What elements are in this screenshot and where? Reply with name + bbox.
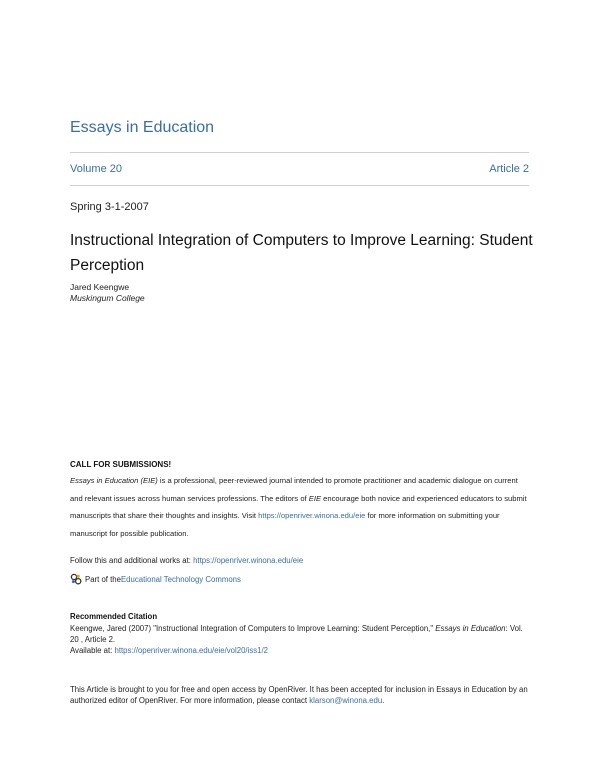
citation-text-1: Keengwe, Jared (2007) "Instructional Integration of Computers to Improve Learning: Student Perception," — [70, 624, 436, 633]
journal-link[interactable]: https://openriver.winona.edu/eie — [258, 511, 366, 520]
access-notice-text: This Article is brought to you for free and open access by OpenRiver. It has been accepted for inclusion in Essays in Education by an authorized editor of OpenRiver. For more information, please contact — [70, 685, 528, 705]
eie-italic: EIE — [308, 493, 322, 503]
part-of-text: Part of the — [85, 574, 121, 584]
access-notice — [70, 684, 532, 706]
cfs-text-1: is a professional, peer-reviewed journal intended to promote practitioner and academic dialogue on current and relevant issues across human services professions. The editors of — [70, 476, 518, 503]
citation-link[interactable]: https://openriver.winona.edu/eie/vol20/iss1/2 — [114, 646, 268, 655]
cfs-text-2: encourage both novice and experienced educators to submit manuscripts that share their thoughts and insights. Visit — [70, 493, 527, 520]
follow-text: Follow this and additional works at: — [70, 556, 194, 565]
citation-available-text: Available at: — [70, 646, 115, 655]
author-name: Jared Keengwe — [70, 282, 130, 292]
journal-name-italic: Essays in Education (EIE) — [70, 476, 158, 485]
cfs-text-3: for more information on submitting your manuscript for possible publication. — [70, 511, 500, 538]
article-title: Instructional Integration of Computers to Improve Learning: Student Perception — [70, 232, 533, 274]
article-link[interactable]: Article 2 — [489, 163, 529, 175]
journal-title[interactable]: Essays in Education — [70, 119, 215, 136]
volume-link[interactable]: Volume 20 — [70, 163, 122, 175]
author-affiliation: Muskingum College — [70, 293, 145, 303]
call-for-submissions-text — [70, 472, 532, 542]
network-commons-icon — [70, 573, 82, 585]
follow-line — [70, 556, 303, 565]
publication-date: Spring 3-1-2007 — [70, 201, 149, 213]
recommended-citation-heading: Recommended Citation — [70, 612, 158, 621]
recommended-citation-text — [70, 623, 532, 656]
contact-email-link[interactable]: klarson@winona.edu — [309, 696, 383, 705]
citation-journal-italic: Essays in Education — [435, 624, 506, 633]
citation-text-2: : Vol. 20 , Article 2. — [70, 624, 523, 644]
call-for-submissions-heading: CALL FOR SUBMISSIONS! — [70, 460, 172, 469]
commons-link[interactable]: Educational Technology Commons — [120, 574, 241, 584]
access-notice-end: . — [382, 696, 385, 705]
header-divider-bottom — [70, 185, 529, 186]
follow-link[interactable]: https://openriver.winona.edu/eie — [193, 556, 304, 565]
header-divider-top — [70, 152, 529, 153]
part-of-line — [70, 573, 241, 585]
